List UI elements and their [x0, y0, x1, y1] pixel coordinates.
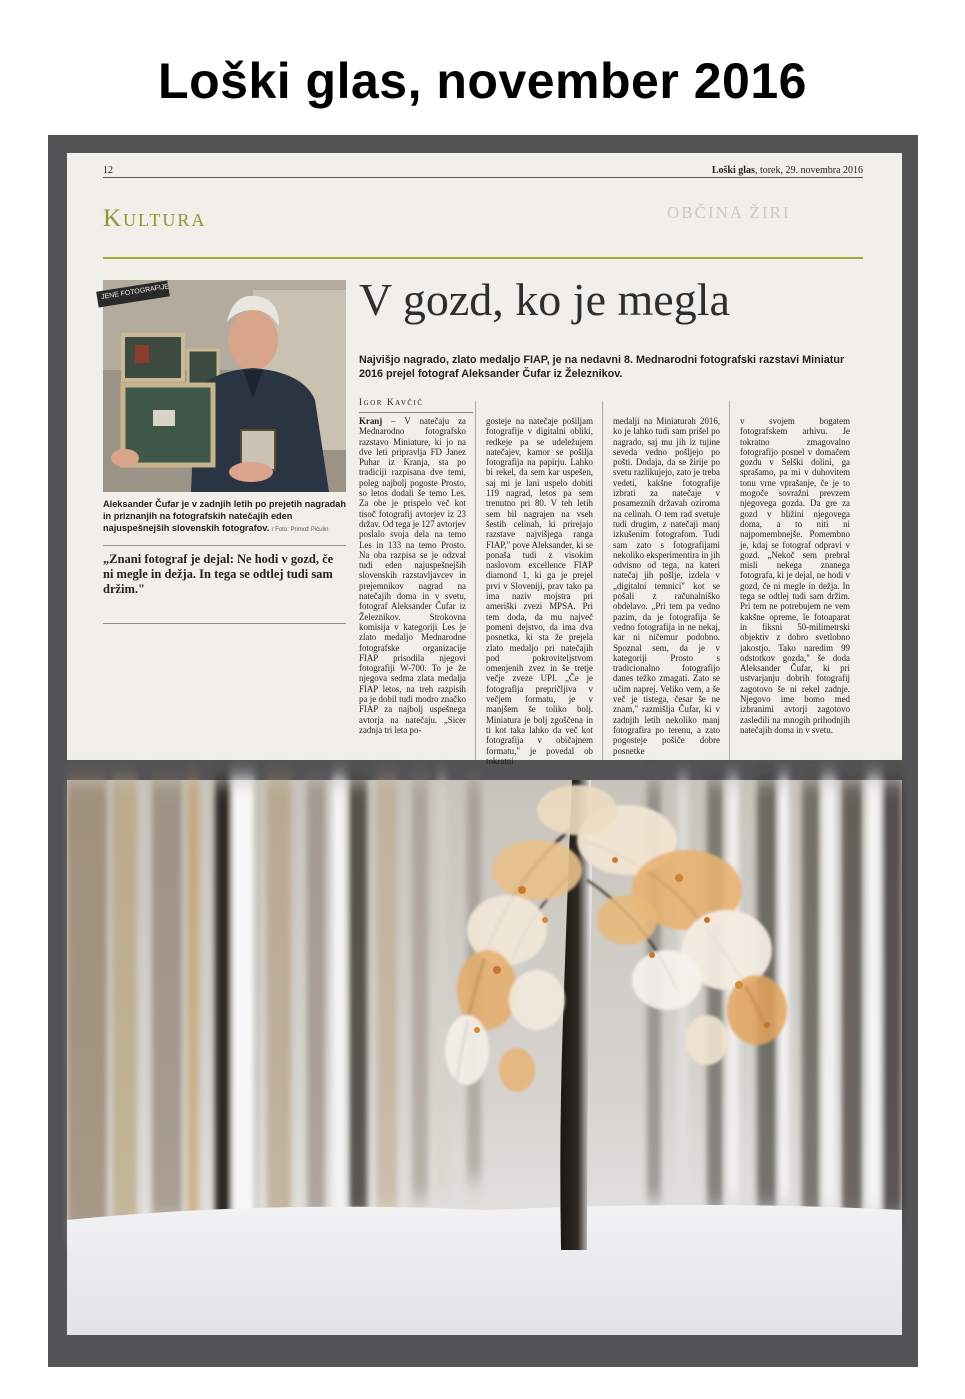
- article-column-2: [486, 416, 593, 766]
- photo-credit: / Foto: Primož Pičulin: [271, 527, 329, 533]
- column-divider: [729, 401, 730, 760]
- article-column-4: [740, 416, 850, 760]
- photo-caption: [103, 498, 346, 536]
- bleed-through-header: OBČINA ŽIRI: [667, 203, 791, 222]
- masthead-name: Loški glas: [711, 165, 755, 176]
- photo-sign: JENE FOTOGRAFIJE: [96, 280, 170, 307]
- article-headline: V gozd, ko je megla: [359, 274, 730, 325]
- section-rule: [103, 257, 863, 259]
- pull-quote: „Znani fotograf je dejal: Ne hodi v gozd, če ni megle in dežja. In tega se odtlej tudi sam držim.": [103, 552, 334, 596]
- column-text: v svojem bogatem fotografskem arhivu. Je tokratno zmagovalno fotografijo posnel v domačem gozdu v Selški dolini, ga sprašamo, pa mi v duhovitem tonu vrne vprašanje, če je to mogoče sovražni prevzem njegovega gozda. Da gre za gozd v bližini njegovega doma, a to niti ni najpomembnejše. Pomembno je, kdaj se fotograf odpravi v gozd. „Nekoč sem prebral misli nekega znanega fotografa, ki je dejal, ne hodi v gozd, če ni megle in dežja. In tega se odtlej tudi sam držim. Pri tem ne potrebujem ne vem kakšne opreme, le fotoaparat in fiksni 50-milimetrski objektiv z dobro svetlobno jakostjo. Tako naredim 99 odstotkov gozda," še doda Aleksander Čufar, ki pri ustvarjanju dobrih fotografij zagotovo še ni rekel zadnje. Njegovo ime bomo med izbranimi avtorji zagotovo zasledili na mnogih prihodnjih natečajih doma in v svetu.: [740, 416, 850, 735]
- column-text: gosteje na natečaje pošiljam fotografije v digitalni obliki, redkeje pa se udeležujem natečajev, kamor se pošilja fotografija na papirju. Lahko bi rekel, da sem kar uspešen, saj mi je lani uspelo dobiti 119 nagrad, letos pa sem trenutno pri 80. V teh letih sem bil nagrajen na vseh šestih celinah, ki prirejajo razstave najvišjega ranga FIAP," pove Aleksander, ki se ponaša tudi z visokim naslovom excellence FIAP diamond 1, ki ga je prejel prvi v Sloveniji, prav tako pa ima naziv mojstra pri ameriški zvezi MPSA. Pri tem doda, da mu največ pomeni dejstvo, da ima dva posnetka, ki sta že prejela zlato medaljo pri natečajih pod pokroviteljstvom omenjenih zvez in še tretje večje zveze UPI. „Če je fotografija prepričljiva v večjem formatu, je v manjšem še toliko bolj. Miniatura je bolj zgoščena in ti kot taka lahko da več kot fotografija v običajnem formatu," je povedal ob tokratni: [486, 416, 593, 766]
- byline-rule: [359, 412, 473, 413]
- article-column-3: [613, 416, 720, 760]
- masthead-date: , torek, 29. novembra 2016: [754, 165, 863, 176]
- masthead: [712, 165, 863, 176]
- column-divider: [602, 401, 603, 760]
- column-text: medalji na Miniaturah 2016, ko je lahko tudi sam prišel po nagrado, saj mu jih iz tujine seveda vedno pošljejo po pošti. Dodaja, da se žirije po svetu razlikujejo, zato je treba vedeti, kakšne fotografije izbrati za natečaje v posameznih državah oziroma na celinah. O tem rad svetuje tudi drugim, z natečaji manj izkušenim fotografom. Tudi sam zato s fotografijami nekoliko eksperimentira in jih odvisno od tega, na kateri natečaj jih pošlje, izdela v „digitalni temnici" kot se pošali z računalniško obdelavo. „Pri tem pa vedno pazim, da je fotografija še vedno fotografija in ne nekaj, kar ni ničemur podobno. Spoznal sem, da je v kategoriji Prosto s tradicionalno fotografijo danes težko zmagati. Zato se učim naprej. Veliko vem, a še več je tistega, česar še ne znam," razmišlja Čufar, ki v zadnjih letih nekoliko manj fotografira po terenu, a zato pogosteje pošiče dobre posnetke: [613, 416, 720, 756]
- newspaper-clipping: [67, 153, 902, 766]
- header-rule: [103, 177, 863, 178]
- page-title: Loški glas, november 2016: [158, 53, 807, 109]
- caption-text: Aleksander Čufar je v zadnjih letih po prejetih nagradah in priznanjih na fotografskih natečajih eden najuspešnejših slovenskih fotografov.: [103, 499, 347, 533]
- portrait-photo: [100, 280, 346, 492]
- snowy-forest-image: [67, 780, 902, 1335]
- quote-rule-top: [103, 545, 346, 546]
- column-text: – V natečaju za Mednarodno fotografsko razstavo Miniature, ki jo na dve leti pripravlja FD Janez Puhar iz Kranja, sta po tradiciji razpisana dve temi, poleg najbolj pogoste Prosto, so letos dodali še temo Les. Za obe je prispelo več kot tisoč fotografij avtorjev iz 23 držav. Od tega je 127 avtorjev poslalo svoja dela na temo Les in 133 na temo Prosto. Na oba razpisa se je odzval tudi eden najuspešnejših slovenskih razstavljavcev in prejemnikov nagrad na natečajih doma in v svetu, fotograf Aleksander Čufar iz Železnikov. Strokovna komisija v kategoriji Les je zlato medaljo Mednarodne fotografske organizacije FIAP prisodila njegovi fotografiji W-700. To je že njegova sedma zlata medalja FIAP letos, na treh razpisih pa je dobil tudi modro značko FIAP za najbolj uspešnega avtorja na natečaju. „Sicer zadnja tri leta po-: [359, 416, 466, 735]
- quote-rule-bottom: [103, 623, 346, 624]
- article-byline: Igor Kavčič: [359, 398, 424, 408]
- column-divider: [475, 401, 476, 760]
- snow-ground: [67, 1205, 902, 1335]
- article-lead: Najvišjo nagrado, zlato medaljo FIAP, je na nedavni 8. Mednarodni fotografski razstavi Miniatur 2016 prejel fotograf Aleksander Čufar iz Železnikov.: [359, 354, 845, 380]
- section-label: Kultura: [103, 205, 207, 232]
- article-column-1: [359, 416, 466, 760]
- photographer-portrait: [103, 280, 346, 492]
- article-dateline: Kranj: [359, 416, 383, 426]
- page-number: 12: [103, 165, 113, 176]
- forest-photograph: [67, 780, 902, 1335]
